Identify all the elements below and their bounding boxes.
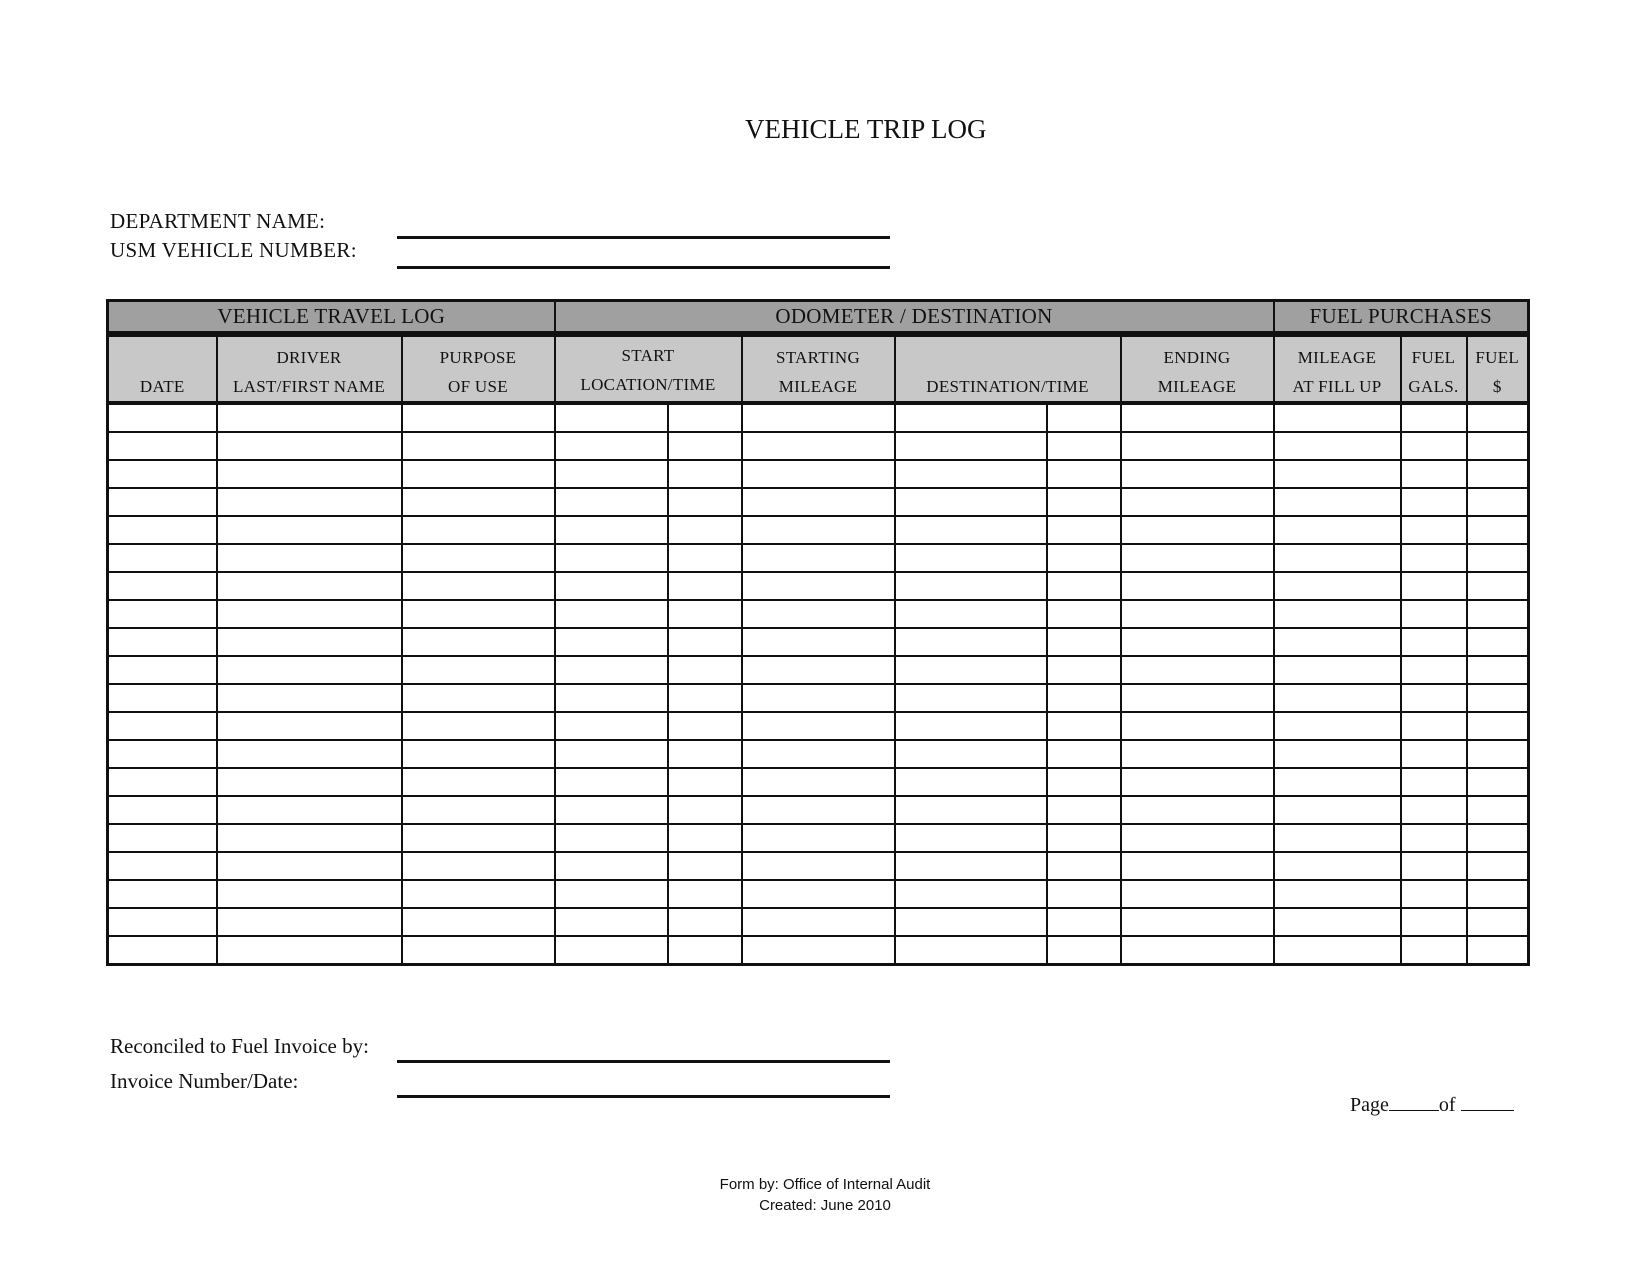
table-cell[interactable] — [108, 600, 217, 628]
table-cell[interactable] — [555, 544, 668, 572]
table-cell[interactable] — [217, 852, 402, 880]
table-cell[interactable] — [1121, 460, 1274, 488]
table-cell[interactable] — [217, 768, 402, 796]
table-cell[interactable] — [668, 488, 742, 516]
table-cell[interactable] — [1121, 824, 1274, 852]
table-cell[interactable] — [1121, 740, 1274, 768]
department-name-field[interactable] — [397, 236, 890, 239]
table-cell[interactable] — [217, 628, 402, 656]
table-cell[interactable] — [895, 600, 1047, 628]
table-cell[interactable] — [1047, 796, 1121, 824]
col-starting-mileage: STARTING MILEAGE — [742, 334, 895, 403]
table-cell[interactable] — [1467, 572, 1529, 600]
table-cell[interactable] — [668, 824, 742, 852]
page-number — [1350, 1092, 1514, 1117]
table-cell[interactable] — [108, 684, 217, 712]
table-cell[interactable] — [668, 796, 742, 824]
table-cell[interactable] — [108, 768, 217, 796]
table-cell[interactable] — [1121, 852, 1274, 880]
table-cell[interactable] — [1401, 600, 1467, 628]
table-row — [108, 432, 1529, 460]
table-cell[interactable] — [1047, 544, 1121, 572]
table-cell[interactable] — [108, 908, 217, 936]
table-cell[interactable] — [108, 852, 217, 880]
table-cell[interactable] — [108, 628, 217, 656]
table-cell[interactable] — [1121, 432, 1274, 460]
table-cell[interactable] — [1121, 572, 1274, 600]
table-cell[interactable] — [402, 460, 555, 488]
table-cell[interactable] — [1047, 768, 1121, 796]
table-cell[interactable] — [217, 516, 402, 544]
table-cell[interactable] — [1274, 768, 1401, 796]
table-cell[interactable] — [402, 936, 555, 965]
table-cell[interactable] — [1274, 516, 1401, 544]
table-cell[interactable] — [1274, 852, 1401, 880]
table-cell[interactable] — [217, 796, 402, 824]
table-cell[interactable] — [217, 544, 402, 572]
table-cell[interactable] — [1467, 768, 1529, 796]
table-row — [108, 712, 1529, 740]
col-destination: DESTINATION/TIME — [895, 334, 1121, 403]
table-cell[interactable] — [1401, 796, 1467, 824]
table-cell[interactable] — [1401, 516, 1467, 544]
table-cell[interactable] — [1467, 488, 1529, 516]
table-cell[interactable] — [1401, 768, 1467, 796]
table-cell[interactable] — [668, 880, 742, 908]
table-cell[interactable] — [668, 460, 742, 488]
table-cell[interactable] — [555, 880, 668, 908]
table-cell[interactable] — [555, 740, 668, 768]
table-cell[interactable] — [1274, 684, 1401, 712]
table-cell[interactable] — [1467, 684, 1529, 712]
table-cell[interactable] — [217, 908, 402, 936]
table-cell[interactable] — [402, 516, 555, 544]
table-cell[interactable] — [402, 544, 555, 572]
table-cell[interactable] — [668, 712, 742, 740]
table-cell[interactable] — [402, 488, 555, 516]
table-cell[interactable] — [895, 488, 1047, 516]
table-cell[interactable] — [1047, 684, 1121, 712]
table-cell[interactable] — [895, 712, 1047, 740]
vehicle-number-label: USM VEHICLE NUMBER: — [110, 238, 357, 262]
table-cell[interactable] — [742, 712, 895, 740]
table-cell[interactable] — [1401, 936, 1467, 965]
table-cell[interactable] — [895, 796, 1047, 824]
credit-line-2: Created: June 2010 — [759, 1197, 891, 1214]
document-title: VEHICLE TRIP LOG — [745, 114, 987, 144]
table-cell[interactable] — [1401, 712, 1467, 740]
table-cell[interactable] — [217, 936, 402, 965]
table-cell[interactable] — [742, 684, 895, 712]
table-cell[interactable] — [1121, 908, 1274, 936]
table-cell[interactable] — [555, 768, 668, 796]
table-cell[interactable] — [895, 572, 1047, 600]
table-cell[interactable] — [555, 600, 668, 628]
table-cell[interactable] — [742, 460, 895, 488]
table-cell[interactable] — [1121, 403, 1274, 432]
table-cell[interactable] — [668, 516, 742, 544]
department-name-label: DEPARTMENT NAME: — [110, 209, 326, 233]
table-cell[interactable] — [668, 656, 742, 684]
trip-log-table — [106, 299, 1530, 966]
table-cell[interactable] — [217, 880, 402, 908]
of-label: of — [1438, 1094, 1456, 1116]
table-cell[interactable] — [742, 432, 895, 460]
table-cell[interactable] — [1121, 684, 1274, 712]
table-cell[interactable] — [1467, 600, 1529, 628]
table-cell[interactable] — [1467, 403, 1529, 432]
table-cell[interactable] — [895, 880, 1047, 908]
table-cell[interactable] — [402, 628, 555, 656]
table-cell[interactable] — [217, 684, 402, 712]
table-cell[interactable] — [217, 600, 402, 628]
table-row — [108, 936, 1529, 965]
group-vehicle-travel-log: VEHICLE TRAVEL LOG — [108, 301, 555, 335]
table-cell[interactable] — [217, 488, 402, 516]
table-cell[interactable] — [668, 684, 742, 712]
table-cell[interactable] — [402, 880, 555, 908]
table-cell[interactable] — [1467, 796, 1529, 824]
table-cell[interactable] — [555, 824, 668, 852]
table-cell[interactable] — [742, 403, 895, 432]
table-cell[interactable] — [742, 740, 895, 768]
table-cell[interactable] — [555, 908, 668, 936]
table-row — [108, 488, 1529, 516]
table-cell[interactable] — [1274, 796, 1401, 824]
table-cell[interactable] — [1467, 656, 1529, 684]
table-cell[interactable] — [1274, 403, 1401, 432]
table-cell[interactable] — [668, 852, 742, 880]
table-cell[interactable] — [217, 740, 402, 768]
page-label: Page — [1350, 1094, 1389, 1116]
table-cell[interactable] — [895, 824, 1047, 852]
table-cell[interactable] — [895, 403, 1047, 432]
table-cell[interactable] — [1467, 908, 1529, 936]
table-cell[interactable] — [1467, 544, 1529, 572]
table-cell[interactable] — [1047, 403, 1121, 432]
table-cell[interactable] — [742, 656, 895, 684]
table-cell[interactable] — [1401, 460, 1467, 488]
table-row — [108, 852, 1529, 880]
table-cell[interactable] — [1047, 712, 1121, 740]
table-cell[interactable] — [1401, 544, 1467, 572]
table-cell[interactable] — [1467, 516, 1529, 544]
col-mileage-fill-up: MILEAGE AT FILL UP — [1274, 334, 1401, 403]
table-cell[interactable] — [1047, 936, 1121, 965]
table-cell[interactable] — [895, 908, 1047, 936]
page-number-field[interactable] — [1389, 1092, 1439, 1111]
table-cell[interactable] — [1401, 432, 1467, 460]
table-cell[interactable] — [1047, 572, 1121, 600]
invoice-label: Invoice Number/Date: — [110, 1069, 299, 1093]
table-row — [108, 740, 1529, 768]
table-cell[interactable] — [668, 740, 742, 768]
table-cell[interactable] — [668, 544, 742, 572]
table-cell[interactable] — [742, 768, 895, 796]
table-cell[interactable] — [895, 628, 1047, 656]
table-cell[interactable] — [402, 600, 555, 628]
table-cell[interactable] — [1274, 460, 1401, 488]
table-cell[interactable] — [668, 908, 742, 936]
table-cell[interactable] — [1121, 600, 1274, 628]
table-cell[interactable] — [668, 936, 742, 965]
table-cell[interactable] — [1121, 712, 1274, 740]
table-cell[interactable] — [217, 403, 402, 432]
table-cell[interactable] — [555, 936, 668, 965]
credit-line-1: Form by: Office of Internal Audit — [719, 1176, 931, 1193]
table-row — [108, 880, 1529, 908]
table-cell[interactable] — [555, 712, 668, 740]
table-cell[interactable] — [742, 880, 895, 908]
table-cell[interactable] — [402, 403, 555, 432]
table-cell[interactable] — [1121, 936, 1274, 965]
table-cell[interactable] — [108, 656, 217, 684]
table-cell[interactable] — [555, 403, 668, 432]
table-cell[interactable] — [1047, 432, 1121, 460]
table-cell[interactable] — [402, 656, 555, 684]
vehicle-number-field[interactable] — [397, 266, 890, 269]
table-row — [108, 460, 1529, 488]
table-cell[interactable] — [1121, 628, 1274, 656]
table-cell[interactable] — [555, 432, 668, 460]
table-cell[interactable] — [555, 516, 668, 544]
table-cell[interactable] — [1274, 740, 1401, 768]
table-cell[interactable] — [895, 432, 1047, 460]
table-cell[interactable] — [1121, 880, 1274, 908]
table-cell[interactable] — [1274, 544, 1401, 572]
table-cell[interactable] — [555, 460, 668, 488]
table-cell[interactable] — [1047, 460, 1121, 488]
table-cell[interactable] — [1467, 712, 1529, 740]
table-cell[interactable] — [1274, 656, 1401, 684]
table-cell[interactable] — [742, 824, 895, 852]
col-date: DATE — [108, 334, 217, 403]
table-cell[interactable] — [742, 488, 895, 516]
table-cell[interactable] — [217, 824, 402, 852]
table-cell[interactable] — [1274, 880, 1401, 908]
table-cell[interactable] — [668, 432, 742, 460]
table-cell[interactable] — [555, 488, 668, 516]
table-cell[interactable] — [668, 628, 742, 656]
table-cell[interactable] — [555, 796, 668, 824]
table-cell[interactable] — [895, 516, 1047, 544]
col-purpose: PURPOSE OF USE — [402, 334, 555, 403]
table-cell[interactable] — [108, 740, 217, 768]
table-cell[interactable] — [742, 516, 895, 544]
table-cell[interactable] — [1401, 852, 1467, 880]
table-cell[interactable] — [402, 768, 555, 796]
page-total-field[interactable] — [1461, 1092, 1514, 1111]
table-cell[interactable] — [1274, 488, 1401, 516]
table-cell[interactable] — [402, 740, 555, 768]
table-cell[interactable] — [895, 936, 1047, 965]
table-cell[interactable] — [555, 572, 668, 600]
table-row — [108, 572, 1529, 600]
table-cell[interactable] — [108, 460, 217, 488]
group-fuel-purchases: FUEL PURCHASES — [1274, 301, 1529, 335]
table-cell[interactable] — [1047, 880, 1121, 908]
table-cell[interactable] — [1467, 432, 1529, 460]
table-row — [108, 600, 1529, 628]
table-cell[interactable] — [108, 880, 217, 908]
table-row — [108, 908, 1529, 936]
table-cell[interactable] — [1401, 572, 1467, 600]
table-cell[interactable] — [402, 432, 555, 460]
table-cell[interactable] — [668, 768, 742, 796]
table-cell[interactable] — [1274, 628, 1401, 656]
table-cell[interactable] — [1467, 824, 1529, 852]
table-cell[interactable] — [108, 432, 217, 460]
table-cell[interactable] — [108, 544, 217, 572]
table-cell[interactable] — [895, 460, 1047, 488]
table-cell[interactable] — [1047, 628, 1121, 656]
reconciled-by-field[interactable] — [397, 1060, 890, 1063]
table-cell[interactable] — [1047, 516, 1121, 544]
table-row — [108, 768, 1529, 796]
table-cell[interactable] — [1047, 488, 1121, 516]
table-cell[interactable] — [1274, 936, 1401, 965]
table-row — [108, 824, 1529, 852]
table-cell[interactable] — [402, 684, 555, 712]
table-cell[interactable] — [895, 544, 1047, 572]
table-cell[interactable] — [108, 572, 217, 600]
table-cell[interactable] — [895, 740, 1047, 768]
table-cell[interactable] — [217, 656, 402, 684]
table-cell[interactable] — [108, 488, 217, 516]
table-cell[interactable] — [402, 572, 555, 600]
table-cell[interactable] — [895, 656, 1047, 684]
table-cell[interactable] — [1121, 544, 1274, 572]
table-cell[interactable] — [1401, 656, 1467, 684]
table-cell[interactable] — [742, 936, 895, 965]
table-cell[interactable] — [402, 712, 555, 740]
table-cell[interactable] — [1274, 908, 1401, 936]
table-cell[interactable] — [1274, 824, 1401, 852]
table-cell[interactable] — [742, 852, 895, 880]
table-cell[interactable] — [1401, 488, 1467, 516]
table-cell[interactable] — [1121, 656, 1274, 684]
table-cell[interactable] — [1467, 460, 1529, 488]
table-cell[interactable] — [668, 600, 742, 628]
table-cell[interactable] — [1047, 852, 1121, 880]
table-cell[interactable] — [1121, 768, 1274, 796]
table-cell[interactable] — [1467, 880, 1529, 908]
table-cell[interactable] — [1401, 908, 1467, 936]
table-cell[interactable] — [108, 796, 217, 824]
table-cell[interactable] — [217, 572, 402, 600]
col-fuel-dollars: FUEL $ — [1467, 334, 1529, 403]
table-cell[interactable] — [1401, 684, 1467, 712]
table-cell[interactable] — [742, 544, 895, 572]
table-cell[interactable] — [402, 824, 555, 852]
table-cell[interactable] — [668, 572, 742, 600]
table-cell[interactable] — [742, 600, 895, 628]
table-cell[interactable] — [555, 852, 668, 880]
table-cell[interactable] — [1401, 824, 1467, 852]
group-odometer-destination: ODOMETER / DESTINATION — [555, 301, 1274, 335]
col-driver: DRIVER LAST/FIRST NAME — [217, 334, 402, 403]
invoice-number-date-field[interactable] — [397, 1095, 890, 1098]
table-row — [108, 403, 1529, 432]
table-cell[interactable] — [742, 572, 895, 600]
table-cell[interactable] — [217, 712, 402, 740]
col-fuel-gals: FUEL GALS. — [1401, 334, 1467, 403]
table-row — [108, 656, 1529, 684]
table-row — [108, 544, 1529, 572]
table-cell[interactable] — [108, 712, 217, 740]
table-row — [108, 796, 1529, 824]
table-cell[interactable] — [555, 656, 668, 684]
table-cell[interactable] — [108, 824, 217, 852]
table-cell[interactable] — [1047, 656, 1121, 684]
table-cell[interactable] — [895, 768, 1047, 796]
table-cell[interactable] — [108, 936, 217, 965]
table-cell[interactable] — [217, 432, 402, 460]
table-cell[interactable] — [108, 516, 217, 544]
table-cell[interactable] — [1121, 488, 1274, 516]
table-cell[interactable] — [108, 403, 217, 432]
table-cell[interactable] — [1401, 740, 1467, 768]
table-cell[interactable] — [1121, 796, 1274, 824]
table-cell[interactable] — [1047, 824, 1121, 852]
table-row — [108, 628, 1529, 656]
trip-log-body — [108, 403, 1529, 965]
table-cell[interactable] — [895, 684, 1047, 712]
col-start-location: START LOCATION/TIME — [555, 334, 742, 403]
table-cell[interactable] — [1467, 936, 1529, 965]
table-cell[interactable] — [402, 796, 555, 824]
table-cell[interactable] — [1047, 740, 1121, 768]
table-cell[interactable] — [402, 852, 555, 880]
table-cell[interactable] — [555, 628, 668, 656]
table-row — [108, 684, 1529, 712]
table-cell[interactable] — [1401, 628, 1467, 656]
table-cell[interactable] — [1467, 852, 1529, 880]
table-cell[interactable] — [1274, 432, 1401, 460]
table-cell[interactable] — [742, 908, 895, 936]
table-cell[interactable] — [1274, 712, 1401, 740]
table-cell[interactable] — [895, 852, 1047, 880]
table-cell[interactable] — [1274, 572, 1401, 600]
reconciled-label: Reconciled to Fuel Invoice by: — [110, 1034, 369, 1058]
table-cell[interactable] — [668, 403, 742, 432]
table-cell[interactable] — [1274, 600, 1401, 628]
table-row — [108, 516, 1529, 544]
table-cell[interactable] — [742, 628, 895, 656]
table-cell[interactable] — [402, 908, 555, 936]
table-cell[interactable] — [1121, 516, 1274, 544]
table-cell[interactable] — [1047, 908, 1121, 936]
table-cell[interactable] — [1047, 600, 1121, 628]
table-cell[interactable] — [1401, 403, 1467, 432]
table-cell[interactable] — [1467, 628, 1529, 656]
table-cell[interactable] — [742, 796, 895, 824]
table-cell[interactable] — [1467, 740, 1529, 768]
table-cell[interactable] — [217, 460, 402, 488]
table-cell[interactable] — [1401, 880, 1467, 908]
col-ending-mileage: ENDING MILEAGE — [1121, 334, 1274, 403]
table-cell[interactable] — [555, 684, 668, 712]
